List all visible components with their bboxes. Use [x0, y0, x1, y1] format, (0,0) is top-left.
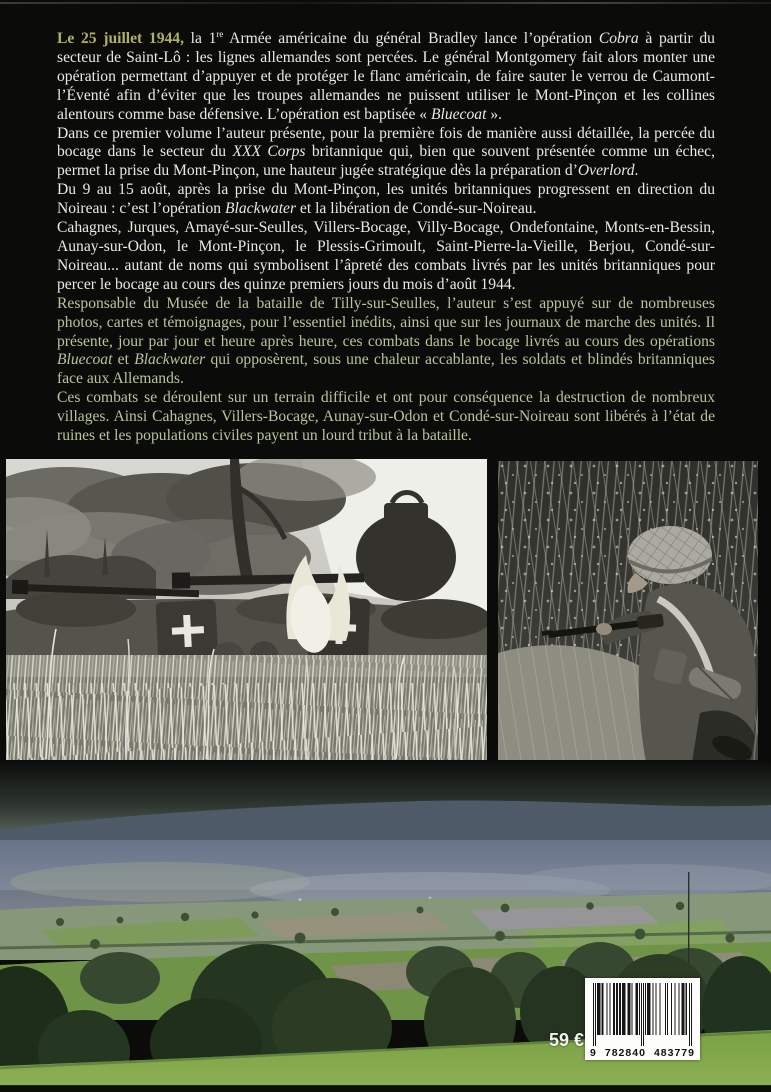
barcode-digit-lead: 9 — [590, 1047, 597, 1059]
barcode-digits-left: 782840 — [604, 1047, 646, 1059]
barcode-bars — [593, 983, 692, 1047]
barcode-number — [585, 1047, 700, 1059]
photo-left-illustration — [6, 459, 487, 760]
british-soldier-aiming-rifle-photo — [498, 461, 758, 762]
price-label: 59 € — [549, 1030, 585, 1050]
paragraph: Le 25 juillet 1944, la 1re Armée américaine du général Bradley lance l’opération Cobra à partir du secteur de Saint-Lô : les lignes allemandes sont percées. Le général Montgomery fait alors monter une opération permettant d’appuyer et de protéger le flanc américain, de faire sauter le verrou de Caumont-l’Éventé afin d’éviter que les troupes allemandes ne puissent utiliser le Mont-Pinçon et les collines alentours comme base défensive. L’opération est baptisée « Bluecoat ». — [57, 28, 715, 123]
paragraph: Ces combats se déroulent sur un terrain difficile et ont pour conséquence la destruction de nombreux villages. Ainsi Cahagnes, Villers-Bocage, Aunay-sur-Odon et Condé-sur-Noireau sont libérés à l’état de ruines et les populations civiles payent un lourd tribut à la bataille. — [57, 389, 715, 445]
cover-bottom-edge — [0, 1086, 771, 1092]
barcode-digits-right: 483779 — [653, 1047, 695, 1059]
photo-right-illustration — [498, 461, 758, 762]
cover-top-edge-highlight — [0, 2, 771, 4]
paragraph: Responsable du Musée de la bataille de Tilly-sur-Seulles, l’auteur s’est appuyé sur de nombreuses photos, cartes et témoignages, pour l’essentiel inédits, ainsi que sur les journaux de marche des unités. Il présente, jour par jour et heure après heure, ces combats dans le bocage livrés au cours des opérations Bluecoat et Blackwater qui opposèrent, sous une chaleur accablante, les soldats et blindés britanniques face aux Allemands. — [57, 294, 715, 388]
paragraph: Du 9 au 15 août, après la prise du Mont-Pinçon, les unités britanniques progressent en direction du Noireau : c’est l’opération Blackwater et la libération de Condé-sur-Noireau. — [57, 181, 715, 218]
back-cover-text — [57, 30, 715, 446]
barcode — [585, 978, 700, 1060]
paragraph: Dans ce premier volume l’auteur présente, pour la première fois de manière aussi détaillée, la percée du bocage dans le secteur du XXX Corps britannique qui, bien que souvent présentée comme un échec, permet la prise du Mont-Pinçon, une hauteur jugée stratégique dès la préparation d’Overlord. — [57, 124, 715, 180]
burning-german-antitank-guns-photo — [6, 459, 487, 760]
paragraph: Cahagnes, Jurques, Amayé-sur-Seulles, Villers-Bocage, Villy-Bocage, Ondefontaine, Monts-en-Bessin, Aunay-sur-Odon, le Mont-Pinçon, le Plessis-Grimoult, Saint-Pierre-la-Vieille, Berjou, Condé-sur-Noireau... autant de noms qui symbolisent l’âpreté des combats livrés par les unités britanniques pour percer le bocage au cours des quinze premiers jours du mois d’août 1944. — [57, 219, 715, 293]
